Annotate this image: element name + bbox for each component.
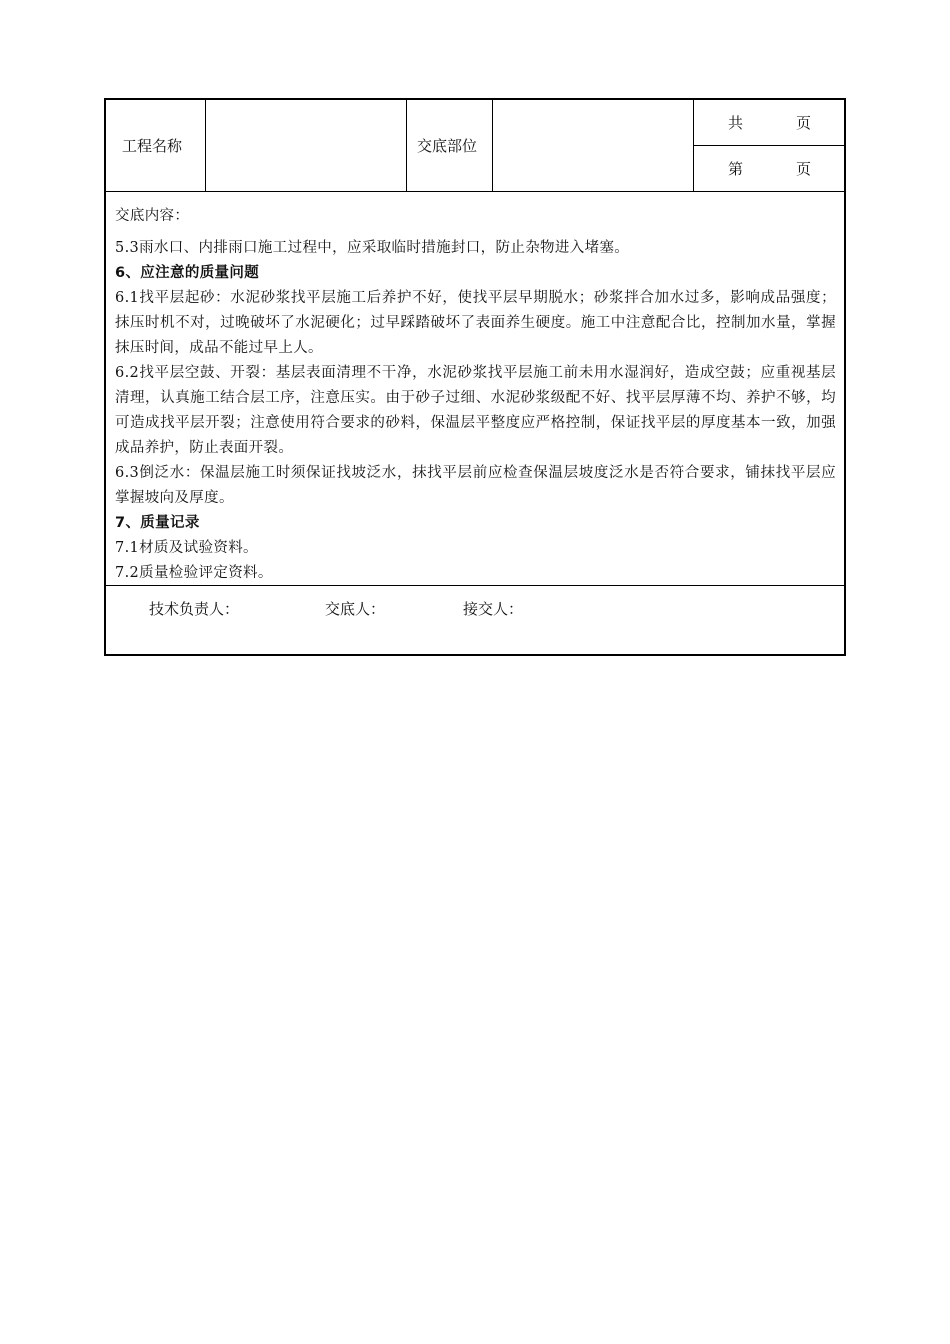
page-number-row: [694, 146, 844, 191]
content-paragraph: 7.2质量检验评定资料。: [115, 565, 273, 581]
project-name-label: 工程名称: [106, 100, 206, 191]
disclosure-form-table: [104, 98, 846, 656]
section-heading: 7、质量记录: [115, 515, 200, 531]
content-paragraph: 6.2找平层空鼓、开裂：基层表面清理不干净，水泥砂浆找平层施工前未用水湿润好，造成空鼓；应重视基层清理，认真施工结合层工序，注意压实。由于砂子过细、水泥砂浆级配不好、找平层厚薄不均、养护不够，均可造成找平层开裂；注意使用符合要求的砂料，保温层平整度应严格控制，保证找平层的厚度基本一致，加强成品养护，防止表面开裂。: [115, 365, 836, 456]
total-pages-prefix: 共: [728, 114, 744, 132]
section-heading: 6、应注意的质量问题: [115, 265, 260, 281]
total-pages-suffix: 页: [796, 114, 812, 132]
page-number-prefix: 第: [728, 160, 744, 178]
disclosure-content: [106, 192, 844, 586]
location-value[interactable]: [493, 100, 694, 191]
location-label: 交底部位: [407, 100, 493, 191]
content-intro-label: 交底内容：: [115, 208, 190, 224]
content-paragraph: 7.1材质及试验资料。: [115, 540, 258, 556]
signature-row: [106, 586, 844, 654]
receiver-signature-label: 接交人：: [463, 600, 524, 618]
content-paragraph: 5.3雨水口、内排雨口施工过程中，应采取临时措施封口，防止杂物进入堵塞。: [115, 240, 630, 256]
content-paragraph: 6.3倒泛水：保温层施工时须保证找坡泛水，抹找平层前应检查保温层坡度泛水是否符合要求，铺抹找平层应掌握坡向及厚度。: [115, 465, 836, 506]
total-pages-row: [694, 100, 844, 146]
page-count-cell: [694, 100, 844, 191]
content-paragraph: 6.1找平层起砂：水泥砂浆找平层施工后养护不好，使找平层早期脱水；砂浆拌合加水过多，影响成品强度；抹压时机不对，过晚破坏了水泥硬化；过早踩踏破坏了表面养生硬度。施工中注意配合比，控制加水量，掌握抹压时间，成品不能过早上人。: [115, 290, 836, 356]
project-name-value[interactable]: [206, 100, 407, 191]
tech-lead-signature-label: 技术负责人：: [149, 600, 240, 618]
page-number-suffix: 页: [796, 160, 812, 178]
discloser-signature-label: 交底人：: [325, 600, 386, 618]
form-header-row: [106, 100, 844, 192]
